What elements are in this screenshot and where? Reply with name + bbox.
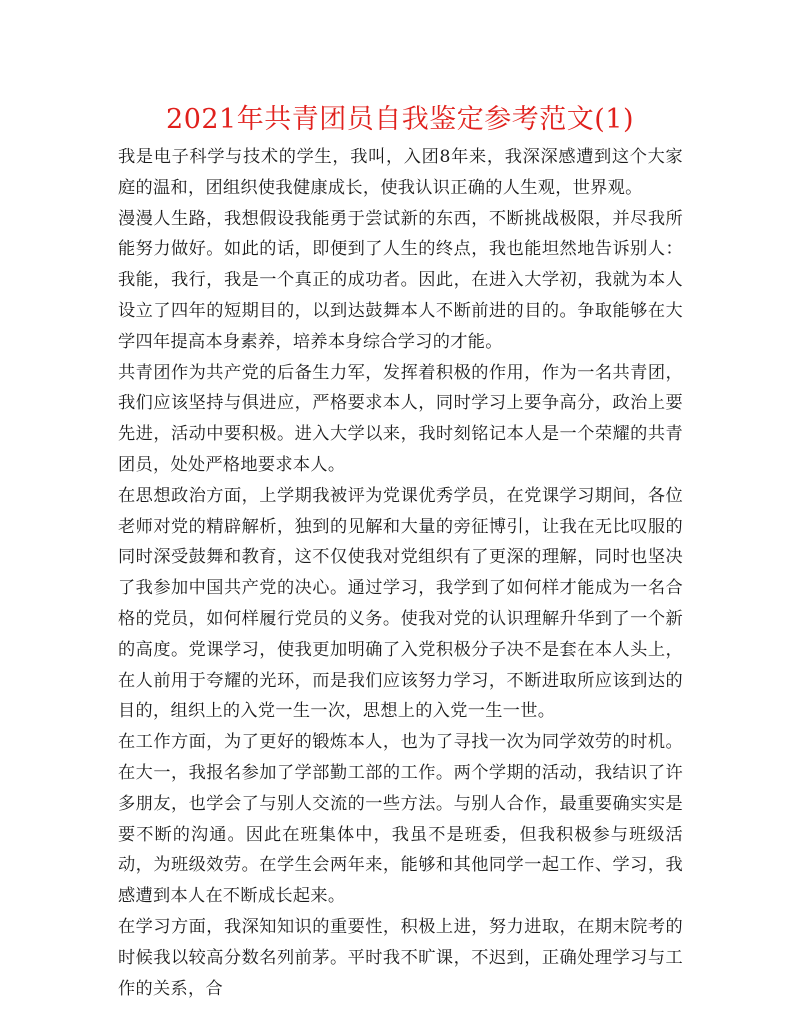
paragraph-6: 在学习方面，我深知知识的重要性，积极上进，努力进取，在期末院考的时候我以较高分数名列前茅。平时我不旷课，不迟到，正确处理学习与工作的关系，合 [118, 916, 683, 999]
document-body [118, 142, 683, 1004]
paragraph-4: 在思想政治方面，上学期我被评为党课优秀学员，在党课学习期间，各位老师对党的精辟解析，独到的见解和大量的旁征博引，让我在无比叹服的同时深受鼓舞和教育，这不仅使我对党组织有了更深的理解，同时也坚决了我参加中国共产党的决心。通过学习，我学到了如何样才能成为一名合格的党员，如何样履行党员的义务。使我对党的认识理解升华到了一个新的高度。党课学习，使我更加明确了入党积极分子决不是套在本人头上，在人前用于夸耀的光环，而是我们应该努力学习，不断进取所应该到达的目的，组织上的入党一生一次，思想上的入党一生一世。 [118, 485, 683, 722]
paragraph-1: 我是电子科学与技术的学生，我叫，入团8年来，我深深感遭到这个大家庭的温和，团组织使我健康成长，使我认识正确的人生观，世界观。 [118, 147, 683, 198]
paragraph-5: 在工作方面，为了更好的锻炼本人，也为了寻找一次为同学效劳的时机。在大一，我报名参加了学部勤工部的工作。两个学期的活动，我结识了许多朋友，也学会了与别人交流的一些方法。与别人合作，最重要确实实是要不断的沟通。因此在班集体中，我虽不是班委，但我积极参与班级活动，为班级效劳。在学生会两年来，能够和其他同学一起工作、学习，我感遭到本人在不断成长起来。 [118, 732, 683, 907]
document-title: 2021年共青团员自我鉴定参考范文(1) [166, 104, 634, 135]
paragraph-3: 共青团作为共产党的后备生力军，发挥着积极的作用，作为一名共青团，我们应该坚持与俱进应，严格要求本人，同时学习上要争高分，政治上要先进，活动中要积极。进入大学以来，我时刻铭记本人是一个荣耀的共青团员，处处严格地要求本人。 [118, 362, 683, 475]
paragraph-2: 漫漫人生路，我想假设我能勇于尝试新的东西，不断挑战极限，并尽我所能努力做好。如此的话，即便到了人生的终点，我也能坦然地告诉别人：我能，我行，我是一个真正的成功者。因此，在进入大学初，我就为本人设立了四年的短期目的，以到达鼓舞本人不断前进的目的。争取能够在大学四年提高本身素养，培养本身综合学习的才能。 [118, 208, 683, 352]
